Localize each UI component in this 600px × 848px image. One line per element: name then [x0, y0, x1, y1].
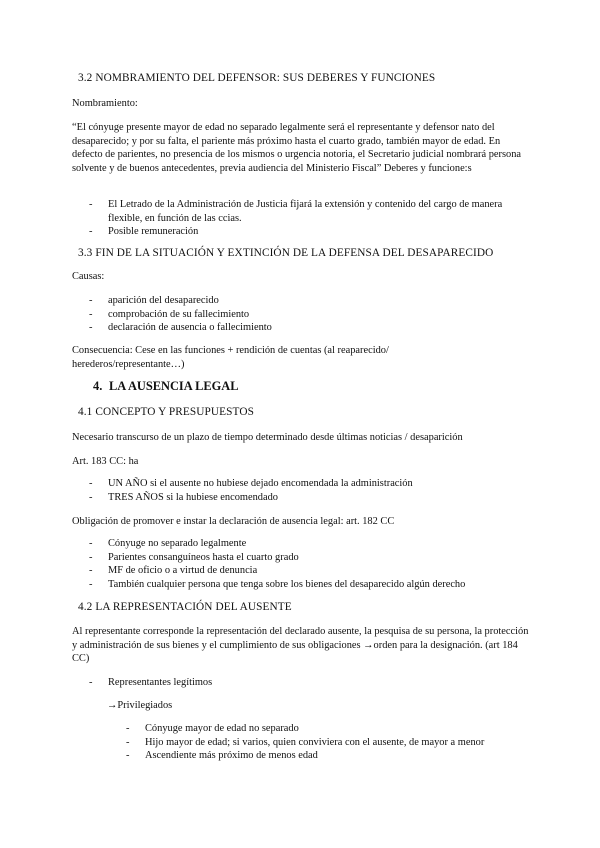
consecuencia-text: Consecuencia: Cese en las funciones + rendición de cuentas (al reaparecido/ herederos/representante…)	[72, 345, 389, 370]
heading-3-3: 3.3 FIN DE LA SITUACIÓN Y EXTINCIÓN DE LA DEFENSA DEL DESAPARECIDO	[78, 247, 494, 259]
list-item: - MF de oficio o a virtud de denuncia	[89, 564, 529, 578]
list-item: - Ascendiente más próximo de menos edad	[126, 749, 526, 763]
heading-4-number: 4.	[93, 379, 103, 393]
list-item: - UN AÑO si el ausente no hubiese dejado encomendada la administración	[89, 477, 529, 491]
nombramiento-label: Nombramiento:	[72, 98, 138, 109]
heading-3-2: 3.2 NOMBRAMIENTO DEL DEFENSOR: SUS DEBERES Y FUNCIONES	[78, 72, 436, 84]
list-item: - El Letrado de la Administración de Justicia fijará la extensión y contenido del cargo de manera flexible, en función de las ccias.	[89, 198, 529, 225]
list-item: - Hijo mayor de edad; si varios, quien conviviera con el ausente, de mayor a menor	[126, 736, 526, 750]
list-item: - comprobación de su fallecimiento	[89, 308, 529, 322]
heading-4-2: 4.2 LA REPRESENTACIÓN DEL AUSENTE	[78, 601, 292, 613]
plazos-list	[89, 477, 529, 504]
nombramiento-quote: “El cónyuge presente mayor de edad no separado legalmente será el representante y defensor nato del desaparecido; y por su falta, el pariente más próximo hasta el cuarto grado, también mayor de edad. En defecto de parientes, no presencia de los mismos o urgencia notoria, el Secretario judicial nombrará persona solvente y de buenos antecedentes, previa audiencia del Ministerio Fiscal” Deberes y funcione:s	[72, 122, 522, 174]
privilegiados-list	[126, 722, 526, 763]
heading-4-1: 4.1 CONCEPTO Y PRESUPUESTOS	[78, 406, 254, 418]
list-item: - Representantes legítimos	[89, 676, 529, 690]
obligacion-text: Obligación de promover e instar la declaración de ausencia legal: art. 182 CC	[72, 516, 395, 527]
representantes-list	[89, 676, 529, 690]
causas-list	[89, 294, 529, 335]
representacion-text: Al representante corresponde la representación del declarado ausente, la pesquisa de su persona, la protección y administración de sus bienes y el cumplimiento de sus obligaciones →orden para la designación. (art 184 CC)	[72, 626, 529, 665]
heading-4-title: LA AUSENCIA LEGAL	[109, 379, 239, 393]
list-item: - También cualquier persona que tenga sobre los bienes del desaparecido algún derecho	[89, 578, 529, 592]
necesario-text: Necesario transcurso de un plazo de tiempo determinado desde últimas noticias / desaparición	[72, 432, 463, 443]
legitimados-list	[89, 537, 529, 591]
art-183-text: Art. 183 CC: ha	[72, 456, 139, 467]
list-item: - Cónyuge no separado legalmente	[89, 537, 529, 551]
privilegiados-label: →Privilegiados	[107, 700, 173, 711]
list-item: - Posible remuneración	[89, 225, 529, 239]
heading-4	[93, 380, 551, 394]
list-item: - TRES AÑOS si la hubiese encomendado	[89, 491, 529, 505]
list-item: - Cónyuge mayor de edad no separado	[126, 722, 526, 736]
causas-label: Causas:	[72, 271, 105, 282]
deberes-list	[89, 198, 529, 239]
list-item: - aparición del desaparecido	[89, 294, 529, 308]
list-item: - declaración de ausencia o fallecimiento	[89, 321, 529, 335]
list-item: - Parientes consanguíneos hasta el cuarto grado	[89, 551, 529, 565]
